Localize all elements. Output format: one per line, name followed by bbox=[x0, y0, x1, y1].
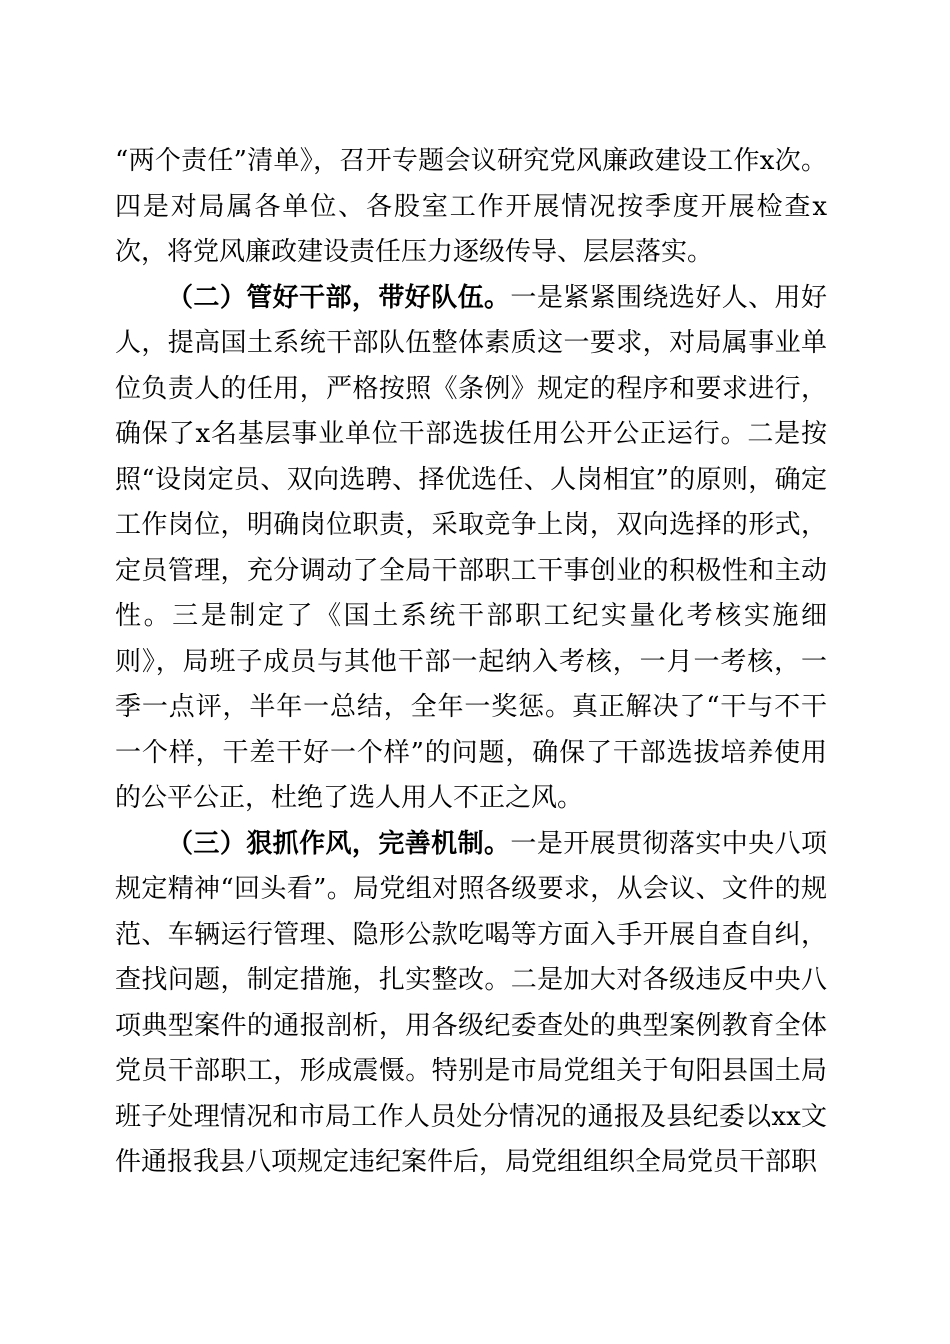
paragraph-section-2 bbox=[115, 276, 827, 822]
paragraph-text: “两个责任”清单》，召开专题会议研究党风廉政建设工作x次。四是对局属各单位、各股室工作开展情况按季度开展检查x次，将党风廉政建设责任压力逐级传导、层层落实。 bbox=[115, 146, 827, 267]
section-heading: （二）管好干部，带好队伍。 bbox=[167, 282, 511, 313]
paragraph-continuation bbox=[115, 139, 827, 276]
paragraph-text: 一是开展贯彻落实中央八项规定精神“回头看”。局党组对照各级要求，从会议、文件的规范、车辆运行管理、隐形公款吃喝等方面入手开展自查自纠，查找问题，制定措施，扎实整改。二是加大对各级违反中央八项典型案件的通报剖析，用各级纪委查处的典型案例教育全体党员干部职工，形成震慑。特别是市局党组关于旬阳县国土局班子处理情况和市局工作人员处分情况的通报及县纪委以xx文件通报我县八项规定违纪案件后，局党组组织全局党员干部职 bbox=[115, 828, 827, 1177]
document-body bbox=[115, 139, 827, 1186]
section-heading: （三）狠抓作风，完善机制。 bbox=[167, 828, 511, 859]
paragraph-text: 一是紧紧围绕选好人、用好人，提高国土系统干部队伍整体素质这一要求，对局属事业单位负责人的任用，严格按照《条例》规定的程序和要求进行，确保了x名基层事业单位干部选拔任用公开公正运行。二是按照“设岗定员、双向选聘、择优选任、人岗相宜”的原则，确定工作岗位，明确岗位职责，采取竞争上岗，双向选择的形式，定员管理，充分调动了全局干部职工干事创业的积极性和主动性。三是制定了《国土系统干部职工纪实量化考核实施细则》，局班子成员与其他干部一起纳入考核，一月一考核，一季一点评，半年一总结，全年一奖惩。真正解决了“干与不干一个样，干差干好一个样”的问题，确保了干部选拔培养使用的公平公正，杜绝了选人用人不正之风。 bbox=[115, 282, 827, 813]
paragraph-section-3 bbox=[115, 822, 827, 1186]
